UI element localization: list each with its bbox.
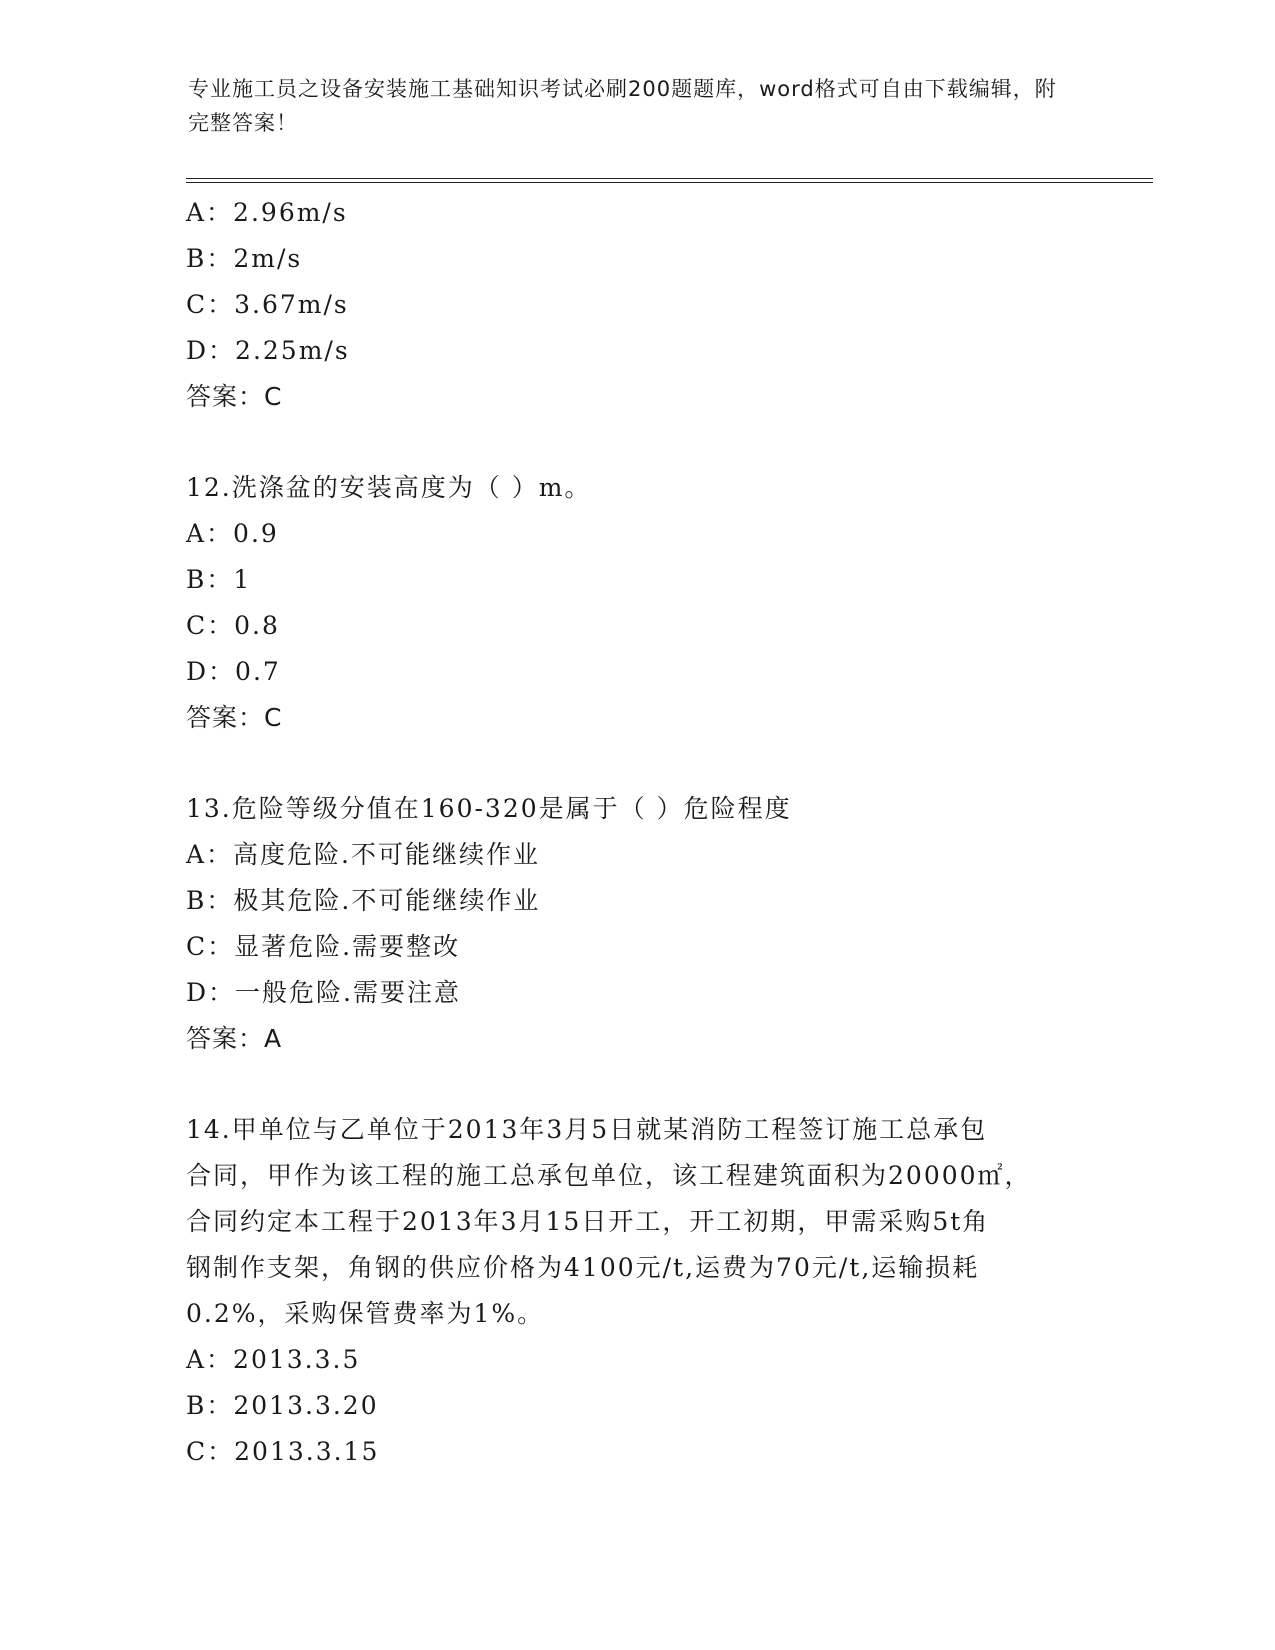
question-text: 13.危险等级分值在160-320是属于（ ）危险程度	[186, 794, 792, 823]
option-d: D：一般危险.需要注意	[186, 978, 461, 1007]
header-divider	[186, 178, 1153, 183]
option-d: D：0.7	[186, 657, 281, 686]
question-text: 12.洗涤盆的安装高度为（ ）m。	[186, 473, 592, 502]
question-text-line-4: 钢制作支架，角钢的供应价格为4100元/t,运费为70元/t,运输损耗	[186, 1253, 980, 1282]
question-12	[186, 465, 1086, 741]
option-a: A：高度危险.不可能继续作业	[186, 840, 541, 869]
question-text-line-5: 0.2%，采购保管费率为1%。	[186, 1299, 545, 1328]
option-b: B：1	[186, 565, 252, 594]
option-a: A：2013.3.5	[186, 1345, 361, 1374]
answer: 答案：A	[186, 1024, 283, 1053]
question-14	[186, 1107, 1086, 1475]
question-text-line-1: 14.甲单位与乙单位于2013年3月5日就某消防工程签订施工总承包	[186, 1115, 988, 1144]
question-text-line-2: 合同，甲作为该工程的施工总承包单位，该工程建筑面积为20000㎡，	[186, 1161, 1032, 1190]
option-c: C：3.67m/s	[186, 290, 349, 319]
option-c: C：显著危险.需要整改	[186, 932, 461, 961]
question-text-line-3: 合同约定本工程于2013年3月15日开工，开工初期，甲需采购5t角	[186, 1207, 990, 1236]
answer: 答案：C	[186, 703, 283, 732]
question-11	[186, 190, 1086, 420]
header-title: 专业施工员之设备安装施工基础知识考试必刷200题题库，word格式可自由下载编辑，附完整答案！	[188, 77, 1057, 135]
option-d: D：2.25m/s	[186, 336, 350, 365]
option-c: C：0.8	[186, 611, 280, 640]
option-c: C：2013.3.15	[186, 1437, 380, 1466]
document-header	[188, 72, 1068, 140]
option-b: B：极其危险.不可能继续作业	[186, 886, 541, 915]
option-b: B：2m/s	[186, 244, 303, 273]
question-13	[186, 786, 1086, 1062]
question-list	[186, 190, 1086, 1475]
answer: 答案：C	[186, 382, 283, 411]
option-a: A：0.9	[186, 519, 279, 548]
option-a: A：2.96m/s	[186, 198, 348, 227]
option-b: B：2013.3.20	[186, 1391, 379, 1420]
